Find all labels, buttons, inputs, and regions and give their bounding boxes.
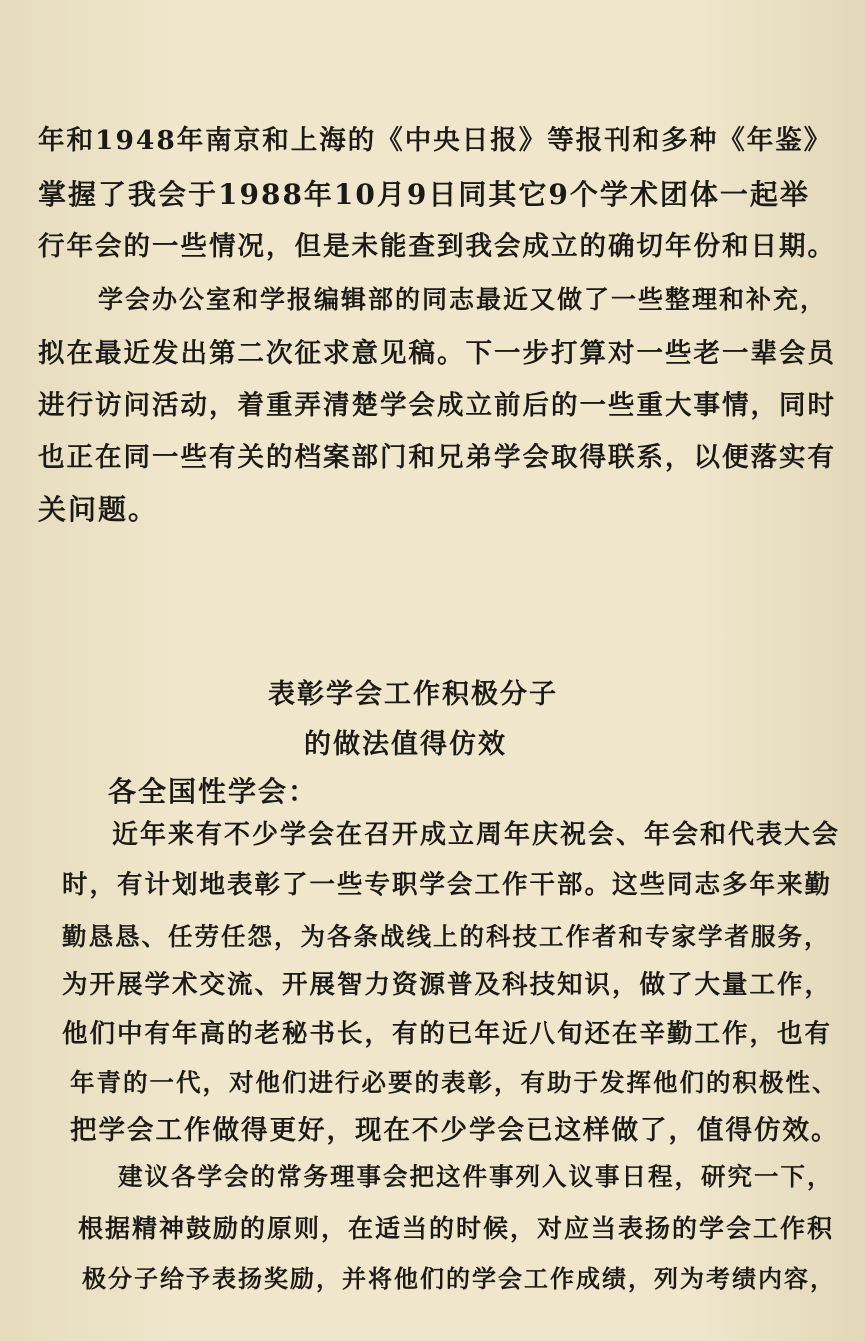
body-line: 极分子给予表扬奖励，并将他们的学会工作成绩，列为考绩内容， bbox=[82, 1264, 836, 1293]
intro-line: 也正在同一些有关的档案部门和兄弟学会取得联系，以便落实有 bbox=[38, 442, 836, 473]
intro-line: 年和1948年南京和上海的《中央日报》等报刊和多种《年鉴》 bbox=[38, 125, 833, 156]
body-line: 建议各学会的常务理事会把这件事列入议事日程，研究一下， bbox=[118, 1162, 834, 1191]
body-line: 勤恳恳、任劳任怨，为各条战线上的科技工作者和专家学者服务， bbox=[62, 922, 831, 951]
intro-line: 行年会的一些情况，但是未能查到我会成立的确切年份和日期。 bbox=[38, 231, 836, 262]
body-line: 把学会工作做得更好，现在不少学会已这样做了，值得仿效。 bbox=[70, 1115, 840, 1146]
intro-line: 拟在最近发出第二次征求意见稿。下一步打算对一些老一辈会员 bbox=[38, 338, 836, 369]
body-line: 为开展学术交流、开展智力资源普及科技知识，做了大量工作， bbox=[62, 970, 833, 1000]
intro-line: 关问题。 bbox=[38, 493, 159, 526]
body-line: 年青的一代，对他们进行必要的表彰，有助于发挥他们的积极性、 bbox=[70, 1068, 839, 1097]
intro-line: 进行访问活动，着重弄清楚学会成立前后的一些重大事情，同时 bbox=[38, 390, 836, 421]
body-line: 他们中有年高的老秘书长，有的已年近八旬还在辛勤工作，也有 bbox=[62, 1019, 833, 1049]
article-title-line1: 表彰学会工作积极分子 bbox=[268, 679, 558, 710]
salutation: 各全国性学会： bbox=[108, 775, 319, 808]
body-line: 根据精神鼓励的原则，在适当的时候，对应当表扬的学会工作积 bbox=[78, 1214, 835, 1243]
body-line: 时，有计划地表彰了一些专职学会工作干部。这些同志多年来勤 bbox=[62, 870, 833, 900]
article-title-line2: 的做法值得仿效 bbox=[304, 729, 507, 760]
body-line: 近年来有不少学会在召开成立周年庆祝会、年会和代表大会 bbox=[112, 820, 841, 850]
intro-line: 掌握了我会于1988年10月9日同其它9个学术团体一起举 bbox=[38, 178, 810, 211]
intro-line: 学会办公室和学报编辑部的同志最近又做了一些整理和补充， bbox=[98, 285, 828, 314]
